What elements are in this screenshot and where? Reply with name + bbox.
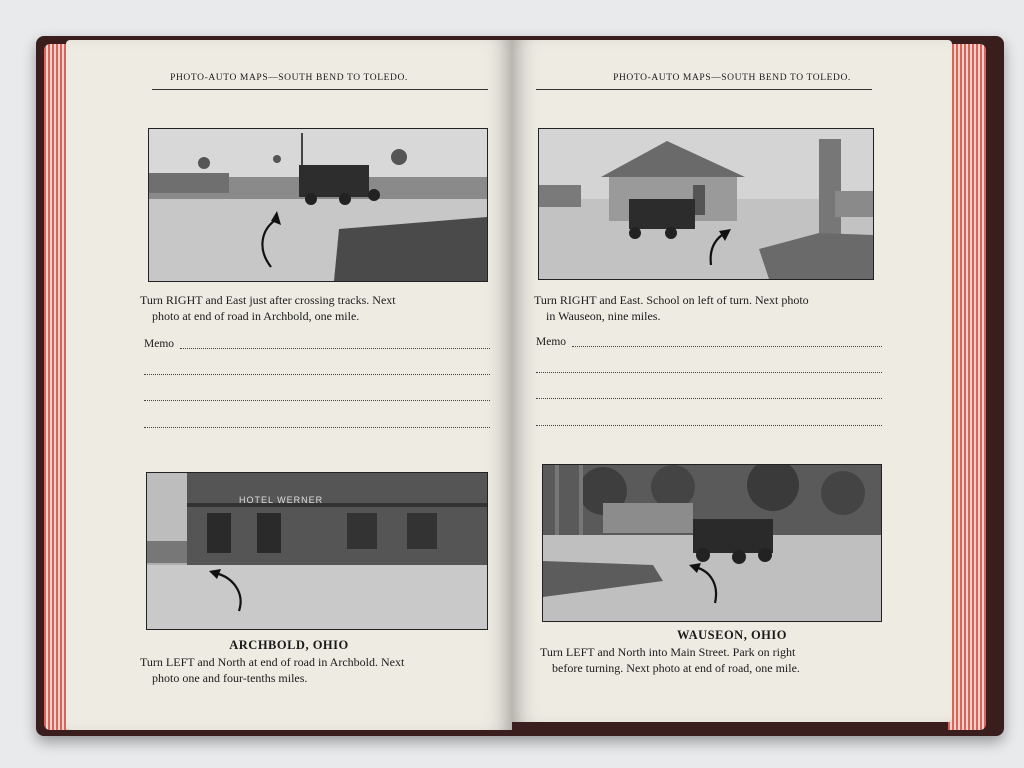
- caption-1-line-1: Turn RIGHT and East. School on left of turn. Next photo: [534, 293, 809, 307]
- hotel-street-photo: [146, 472, 488, 630]
- header-rule: [536, 89, 872, 90]
- right-page: [512, 40, 952, 722]
- header-rule: [152, 89, 488, 90]
- city-title-archbold: ARCHBOLD, OHIO: [229, 638, 349, 652]
- memo-line-3: [536, 398, 882, 399]
- schoolhouse-photo: [538, 128, 874, 280]
- turn-left-arrow-icon: [543, 465, 881, 621]
- turn-right-arrow-icon: [149, 129, 487, 281]
- caption-1-line-2: photo at end of road in Archbold, one mile.: [152, 309, 360, 323]
- memo-line-1: [572, 346, 882, 347]
- caption-2: [540, 644, 920, 676]
- memo-line-1: [180, 348, 490, 349]
- main-street-photo: [542, 464, 882, 622]
- memo-line-2: [536, 372, 882, 373]
- city-title-wauseon: WAUSEON, OHIO: [677, 628, 787, 642]
- caption-2-line-1: Turn LEFT and North at end of road in Archbold. Next: [140, 655, 405, 669]
- right-page-header: PHOTO-AUTO MAPS—SOUTH BEND TO TOLEDO.: [613, 73, 851, 83]
- memo-line-2: [144, 374, 490, 375]
- caption-2-line-1: Turn LEFT and North into Main Street. Park on right: [540, 645, 796, 659]
- road-photo-railroad-crossing: [148, 128, 488, 282]
- caption-1-line-2: in Wauseon, nine miles.: [546, 309, 661, 323]
- turn-right-arrow-icon: [539, 129, 873, 279]
- memo-line-3: [144, 400, 490, 401]
- caption-2: [140, 654, 500, 686]
- memo-label: Memo: [536, 336, 567, 348]
- caption-1-line-1: Turn RIGHT and East just after crossing tracks. Next: [140, 293, 396, 307]
- caption-2-line-2: before turning. Next photo at end of road, one mile.: [552, 661, 800, 675]
- left-page: [66, 40, 512, 730]
- memo-label: Memo: [144, 338, 175, 350]
- caption-2-line-2: photo one and four-tenths miles.: [152, 671, 308, 685]
- turn-left-arrow-icon: [147, 473, 487, 629]
- left-page-header: PHOTO-AUTO MAPS—SOUTH BEND TO TOLEDO.: [170, 73, 408, 83]
- caption-1: [140, 292, 500, 324]
- memo-line-4: [536, 425, 882, 426]
- hotel-sign: HOTEL WERNER: [239, 495, 324, 505]
- page-edges-right: [948, 44, 986, 730]
- memo-line-4: [144, 427, 490, 428]
- caption-1: [534, 292, 914, 324]
